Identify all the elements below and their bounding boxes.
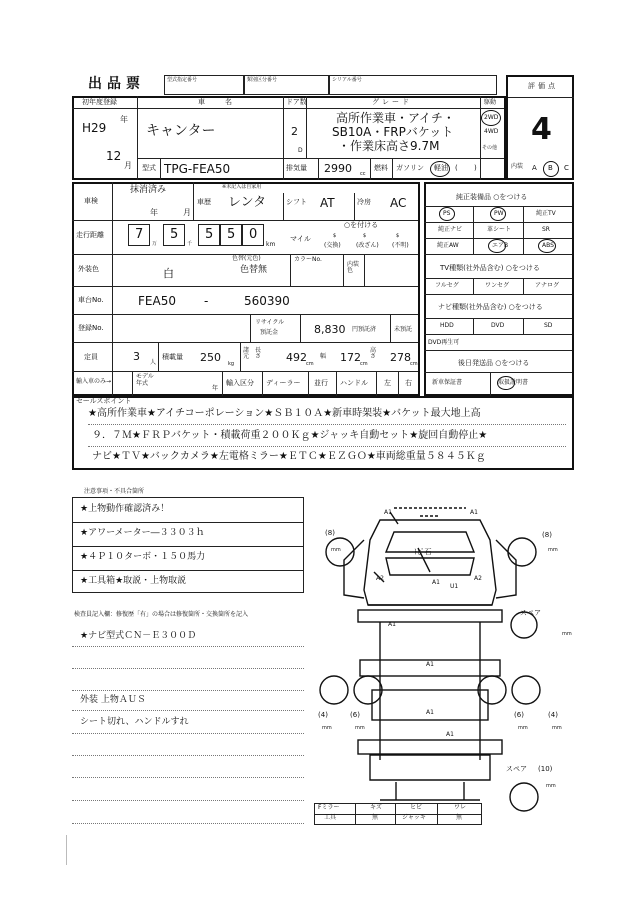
damage-label-a1: A1: [388, 621, 396, 628]
handle-right: 右: [405, 379, 412, 387]
damage-label-a2: A2: [376, 575, 384, 582]
car-name-label: 車名: [198, 98, 252, 106]
grade-line-2: SB10A・FRPバケット: [332, 125, 454, 139]
dvd-playback-label: DVD再生可: [428, 339, 460, 346]
note-line-4: ★工具箱★取説・上物取説: [80, 576, 187, 586]
doc-manual: 取扱説明書: [498, 379, 529, 386]
form-number-label-1: 型式指定番号: [167, 77, 198, 83]
exterior-color-value: 白: [163, 267, 174, 280]
inspection-month-unit: 月: [183, 208, 191, 217]
table-cell: 無: [372, 814, 379, 821]
tire-front-right: (8): [542, 531, 552, 539]
table-header: ヒビ: [410, 804, 423, 811]
damage-label-u1: U1: [450, 583, 459, 590]
inspection-label: 車検: [84, 197, 98, 205]
chassis-number: 560390: [244, 294, 290, 308]
table-cell: 無: [456, 814, 463, 821]
original-color-label: 色替(元色): [232, 255, 261, 262]
height-value: 278: [390, 351, 411, 364]
score-label: 評価点: [528, 82, 558, 90]
damage-label-a1: A1: [446, 731, 454, 738]
tv-analog: アナログ: [535, 282, 560, 289]
drive-2wd: 2WD: [484, 114, 499, 121]
navi-title: ナビ種類(社外品含む) ○をつける: [438, 303, 543, 311]
tamper-mark: $: [363, 233, 367, 239]
first-registration-month: 12: [106, 149, 122, 163]
mileage-digit: 0: [249, 227, 258, 242]
damage-label-a2: A2: [474, 575, 482, 582]
doors-label: ドア数: [286, 98, 307, 106]
capacity-label: 定員: [84, 353, 98, 361]
interior-a: A: [532, 164, 537, 172]
damage-label-a1: A1: [470, 509, 478, 516]
note-line-2: ★アワーメーター―３３０３ｈ: [80, 528, 205, 538]
displacement-value: 2990: [324, 162, 352, 175]
chassis-dash: -: [204, 294, 209, 308]
damage-label-a1: A1: [426, 709, 434, 716]
mile-label: マイル: [290, 235, 311, 243]
mileage-unit-sen: 千: [187, 241, 193, 247]
equip-abs: ABS: [542, 242, 554, 249]
import-type-label: 輸入区分: [226, 379, 254, 387]
model-value: TPG-FEA50: [164, 162, 231, 176]
form-number-label-2: 類別区分番号: [247, 77, 278, 83]
model-label: 型式: [142, 164, 156, 172]
tv-fullseg: フルセグ: [435, 282, 459, 289]
inspection-value: 抹消済み: [130, 185, 167, 195]
tire-unit: mm: [355, 725, 365, 731]
history-label: 車歴: [197, 198, 211, 206]
ac-label: 冷房: [357, 198, 371, 206]
width-label: 幅: [320, 353, 327, 360]
interior-label: 内装: [511, 163, 524, 170]
private-note: ※未記入は自家用: [222, 184, 262, 190]
tire-unit: mm: [518, 725, 528, 731]
capacity-unit: 人: [150, 359, 157, 366]
spare-top-label: スペア: [520, 609, 541, 617]
length-value: 492: [286, 351, 307, 364]
tire-rear-right-outer: (4): [548, 711, 558, 719]
tire-rear-left-outer: (4): [318, 711, 328, 719]
length-unit: cm: [306, 361, 314, 367]
mileage-digit: 5: [205, 227, 214, 242]
tire-rear-left-inner: (6): [350, 711, 360, 719]
mileage-label: 走行距離: [76, 231, 104, 239]
inspector-line-5: シート切れ、ハンドルすれ: [80, 717, 189, 727]
equip-aw: 純正AW: [437, 242, 459, 249]
sales-point-label: セールスポイント: [76, 397, 132, 405]
fuel-label: 燃料: [374, 164, 388, 172]
unknown-mark: $: [396, 233, 400, 239]
table-header: ワレ: [454, 804, 467, 811]
color-code-label: カラーNo.: [294, 256, 322, 263]
mileage-digit: 7: [135, 227, 144, 242]
doors-unit: D: [298, 147, 303, 154]
tire-unit: mm: [562, 631, 572, 637]
ac-value: AC: [390, 196, 407, 210]
table-cell: 工具: [324, 814, 337, 821]
tire-unit: mm: [331, 547, 341, 553]
spare-bottom-label: スペア: [506, 765, 527, 773]
interior-b: B: [548, 164, 553, 172]
chassis-label: 車台No.: [78, 296, 104, 304]
capacity-value: 3: [133, 350, 140, 363]
equip-leather: 革シート: [487, 226, 512, 233]
year-unit: 年: [120, 115, 128, 124]
table-header: Fミラー: [318, 804, 340, 811]
tire-unit: mm: [548, 547, 558, 553]
displacement-unit: cc: [360, 171, 366, 177]
tire-unit: mm: [322, 725, 332, 731]
width-unit: cm: [360, 361, 368, 367]
mileage-unit-man: 万: [152, 241, 158, 247]
shift-value: AT: [320, 196, 335, 210]
sales-line-2: ９．７Ｍ★ＦＲＰバケット・積載荷重２００Ｋｇ★ジャッキ自動セット★旋回自動停止★: [92, 430, 488, 441]
table-cell: ジャッキ: [402, 814, 426, 821]
history-value: レンタ: [228, 195, 267, 210]
mileage-digit: 5: [227, 227, 236, 242]
first-registration-year: H29: [82, 121, 107, 135]
recycle-deposited: 円預託済: [352, 326, 377, 333]
equip-ps: PS: [443, 210, 451, 217]
equip-tv: 純正TV: [536, 210, 556, 217]
equipment-title: 純正装備品 ○をつける: [456, 193, 528, 201]
navi-sd: SD: [544, 322, 553, 329]
import-only-label: 輸入車のみ→: [76, 378, 112, 385]
month-unit: 月: [124, 161, 132, 170]
recycle-label-2: 預託金: [260, 329, 279, 336]
equip-pw: PW: [494, 210, 504, 217]
inspector-label: 検査員記入欄：修復歴「有」の場合は修復箇所・交換箇所を記入: [74, 611, 249, 618]
drive-other: その他: [482, 145, 498, 151]
equip-sr: SR: [542, 226, 550, 233]
damage-label-a1: A1: [426, 661, 434, 668]
load-label: 積載量: [162, 353, 183, 361]
swap-mark: $: [333, 233, 337, 239]
model-year-label: モデル年式: [136, 373, 154, 387]
tv-oneseg: ワンセグ: [485, 282, 510, 289]
spare-bottom-value: (10): [538, 765, 553, 773]
registration-label: 登録No.: [78, 324, 104, 332]
damage-label-a1: A1: [432, 579, 440, 586]
tire-front-left: (8): [325, 529, 335, 537]
import-parallel: 並行: [314, 379, 328, 387]
displacement-label: 排気量: [286, 164, 307, 172]
navi-dvd: DVD: [491, 322, 505, 329]
sales-line-1: ★高所作業車★アイチコーポレーション★ＳＢ１０Ａ★新車時架装★バケット最大地上高: [88, 408, 481, 419]
table-header: キズ: [370, 804, 382, 811]
drive-4wd: 4WD: [484, 128, 499, 135]
height-unit: cm: [410, 361, 418, 367]
import-dealer: ディーラー: [266, 379, 301, 387]
length-label: 長さ: [255, 347, 262, 360]
circle-hint: ○を付ける: [344, 221, 379, 229]
navi-hdd: HDD: [440, 322, 454, 329]
equip-navi: 純正ナビ: [438, 226, 463, 233]
grade-label: グレード: [372, 98, 412, 106]
shift-label: シフト: [286, 198, 307, 206]
notes-label: 注意事項・不具合箇所: [84, 488, 145, 495]
fuel-diesel: 軽油: [434, 164, 448, 172]
interior-c: C: [564, 164, 569, 172]
width-value: 172: [340, 351, 361, 364]
tire-rear-right-inner: (6): [514, 711, 524, 719]
damage-label-chip: ﾄﾋﾞ石: [414, 548, 432, 556]
score-value: 4: [531, 112, 552, 147]
recycle-label-1: リサイクル: [255, 319, 285, 326]
inspection-year-unit: 年: [150, 208, 158, 217]
docs-title: 後日発送品 ○をつける: [458, 359, 530, 367]
interior-color-label: 内装色: [347, 261, 360, 274]
sales-line-3: ナビ★ＴＶ★バックカメラ★左電格ミラー★ＥＴＣ★ＥＺＧＯ★車両総重量５８４５Ｋｇ: [92, 451, 486, 462]
load-value: 250: [200, 351, 221, 364]
inspector-line-1: ★ナビ型式ＣＮ－Ｅ３００Ｄ: [80, 631, 197, 641]
doc-warranty: 新車保証書: [432, 379, 463, 386]
mileage-unit-km: km: [266, 241, 276, 248]
handle-label: ハンドル: [340, 379, 368, 387]
exterior-color-label: 外装色: [78, 265, 99, 273]
note-line-1: ★上物動作確認済み！: [80, 504, 170, 514]
form-number-label-3: シリアル番号: [332, 77, 362, 83]
tire-unit: mm: [552, 725, 562, 731]
grade-line-3: ・作業床高さ9.7M: [338, 139, 440, 153]
drive-label: 駆動: [484, 99, 497, 106]
swap-label: (交換): [324, 242, 341, 249]
tire-unit: mm: [546, 783, 556, 789]
first-registration-label: 初年度登録: [82, 98, 117, 106]
tv-title: TV種類(社外品含む) ○をつける: [440, 264, 540, 272]
chassis-prefix: FEA50: [138, 294, 176, 308]
recycle-value: 8,830: [314, 323, 346, 336]
unknown-label: (不明): [392, 242, 409, 249]
damage-label-a1: A1: [384, 509, 392, 516]
page-title: 出品票: [88, 76, 145, 92]
car-name-value: キャンター: [146, 123, 216, 139]
grade-line-1: 高所作業車・アイチ・: [336, 111, 455, 125]
height-label: 高さ: [370, 347, 377, 360]
dimension-label: 諸元: [243, 347, 250, 360]
model-year-unit: 年: [212, 385, 219, 392]
tamper-label: (改ざん): [356, 242, 379, 249]
load-unit: kg: [228, 361, 235, 367]
doors-value: 2: [291, 125, 298, 138]
handle-left: 左: [384, 379, 391, 387]
color-change-value: 色替無: [240, 265, 268, 275]
inspector-line-4: 外装 上物ＡＵＳ: [80, 695, 146, 705]
fuel-gasoline: ガソリン: [396, 164, 424, 172]
note-line-3: ★４Ｐ１０ターボ・１５０馬力: [80, 552, 206, 562]
equip-airbag: エアB: [492, 242, 509, 249]
recycle-not-deposited: 未預託: [394, 326, 413, 333]
mileage-digit: 5: [170, 227, 179, 242]
